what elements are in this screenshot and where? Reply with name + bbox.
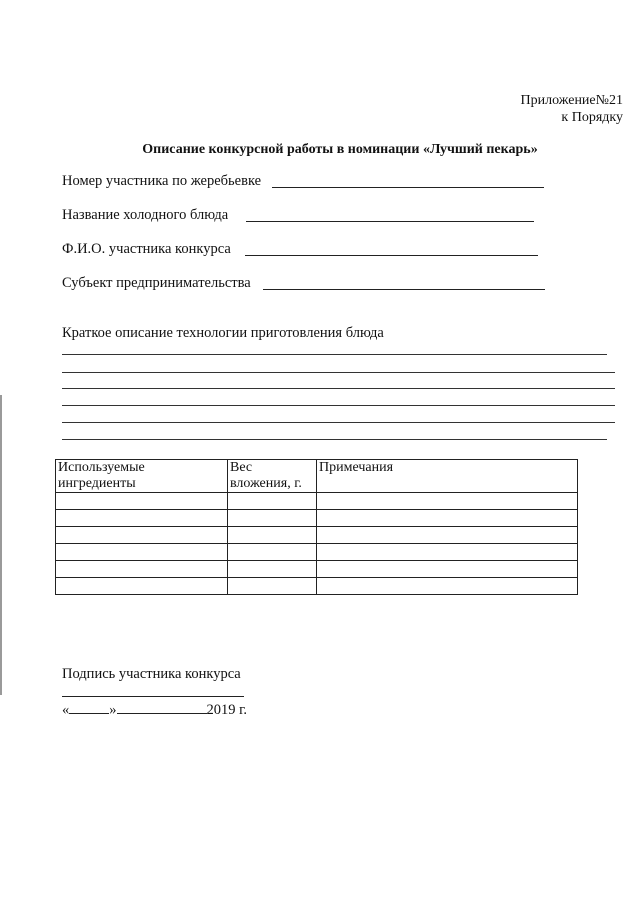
table-row — [56, 493, 578, 510]
appendix-line-2: к Порядку — [561, 110, 623, 125]
table-cell[interactable] — [317, 493, 578, 510]
field-participant-number-input[interactable] — [272, 187, 544, 188]
description-line[interactable] — [62, 405, 615, 406]
table-row — [56, 544, 578, 561]
table-cell[interactable] — [56, 561, 228, 578]
field-participant-number — [62, 173, 261, 190]
description-line[interactable] — [62, 388, 615, 389]
appendix-line-1: Приложение№21 — [520, 93, 623, 108]
table-cell[interactable] — [56, 544, 228, 561]
quote-close: » — [109, 702, 117, 718]
table-cell[interactable] — [228, 527, 317, 544]
scan-edge-mark — [0, 395, 2, 695]
table-cell[interactable] — [317, 578, 578, 595]
header-notes: Примечания — [317, 460, 578, 493]
year-text: 2019 г. — [206, 702, 248, 718]
table-cell[interactable] — [317, 544, 578, 561]
field-dish-name — [62, 207, 228, 224]
table-cell[interactable] — [228, 493, 317, 510]
table-cell[interactable] — [317, 561, 578, 578]
table-cell[interactable] — [228, 578, 317, 595]
table-cell[interactable] — [317, 510, 578, 527]
table-row — [56, 510, 578, 527]
field-business-entity — [62, 275, 251, 292]
header-ingredients: Используемые ингредиенты — [56, 460, 228, 493]
table-row — [56, 527, 578, 544]
table-cell[interactable] — [228, 510, 317, 527]
month-blank[interactable] — [117, 700, 207, 714]
table-cell[interactable] — [228, 561, 317, 578]
description-line[interactable] — [62, 354, 607, 355]
description-line[interactable] — [62, 439, 607, 440]
table-cell[interactable] — [56, 527, 228, 544]
table-header-row — [56, 460, 578, 493]
description-line[interactable] — [62, 422, 615, 423]
ingredients-table — [55, 459, 578, 595]
signature-label: Подпись участника конкурса — [62, 666, 241, 682]
table-row — [56, 561, 578, 578]
appendix-reference — [521, 92, 624, 126]
table-cell[interactable] — [56, 493, 228, 510]
quote-open: « — [62, 702, 70, 718]
signature-line[interactable] — [62, 696, 244, 697]
document-title: Описание конкурсной работы в номинации «Лучший пекарь» — [142, 142, 538, 157]
field-business-entity-input[interactable] — [263, 289, 545, 290]
date-row — [62, 700, 247, 719]
description-label: Краткое описание технологии приготовления блюда — [62, 325, 384, 341]
table-cell[interactable] — [56, 578, 228, 595]
field-label: Субъект предпринимательства — [62, 275, 251, 291]
field-participant-name-input[interactable] — [245, 255, 538, 256]
field-label: Номер участника по жеребьевке — [62, 173, 262, 189]
field-participant-name — [62, 241, 231, 258]
description-line[interactable] — [62, 372, 615, 373]
table-cell[interactable] — [317, 527, 578, 544]
field-label: Ф.И.О. участника конкурса — [62, 241, 231, 257]
field-label: Название холодного блюда — [62, 207, 229, 223]
field-dish-name-input[interactable] — [246, 221, 534, 222]
table-cell[interactable] — [56, 510, 228, 527]
table-row — [56, 578, 578, 595]
day-blank[interactable] — [69, 700, 109, 714]
header-weight: Вес вложения, г. — [228, 460, 317, 493]
table-cell[interactable] — [228, 544, 317, 561]
